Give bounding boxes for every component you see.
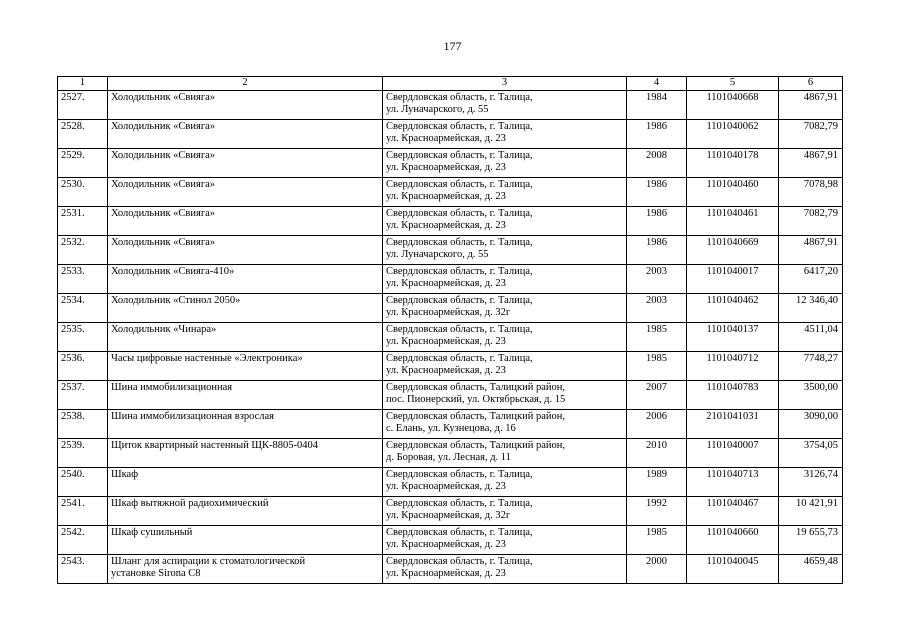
address-line: Свердловская область, Талицкий район, — [386, 381, 566, 393]
row-number-cell: 2538. — [58, 409, 108, 438]
page-number: 177 — [443, 39, 462, 53]
year-cell: 1985 — [627, 351, 687, 380]
address-line: Свердловская область, Талицкий район, — [386, 410, 566, 422]
column-header-2: 2 — [108, 77, 383, 91]
cost-cell: 4867,91 — [779, 235, 843, 264]
item-name-line: установке Sirona C8 — [111, 568, 201, 579]
table-row — [58, 206, 843, 235]
table-row — [58, 351, 843, 380]
table-row — [58, 177, 843, 206]
address-line: Свердловская область, г. Талица, — [386, 555, 533, 567]
year-cell: 2006 — [627, 409, 687, 438]
cost-cell: 4867,91 — [779, 148, 843, 177]
address-line: Свердловская область, г. Талица, — [386, 265, 533, 277]
row-number-cell: 2541. — [58, 496, 108, 525]
column-header-1: 1 — [58, 77, 108, 91]
address-line: Свердловская область, г. Талица, — [386, 526, 533, 538]
address-line: Свердловская область, г. Талица, — [386, 294, 533, 306]
table-row — [58, 293, 843, 322]
row-number-cell: 2527. — [58, 90, 108, 119]
inventory-number-cell: 1101040660 — [687, 525, 779, 554]
address-line: ул. Красноармейская, д. 23 — [386, 568, 506, 579]
address-line: ул. Красноармейская, д. 23 — [386, 481, 506, 492]
item-name-cell — [108, 496, 383, 525]
address-line: ул. Красноармейская, д. 32г — [386, 510, 511, 521]
year-cell: 2010 — [627, 438, 687, 467]
address-line: д. Боровая, ул. Лесная, д. 11 — [386, 452, 511, 463]
address-cell — [383, 351, 627, 380]
address-line: Свердловская область, г. Талица, — [386, 352, 533, 364]
address-cell — [383, 264, 627, 293]
column-header-4: 4 — [627, 77, 687, 91]
item-name-line: Шкаф вытяжной радиохимический — [111, 497, 269, 509]
table-row — [58, 119, 843, 148]
table-row — [58, 496, 843, 525]
cost-cell: 4659,48 — [779, 554, 843, 583]
year-cell: 2000 — [627, 554, 687, 583]
year-cell: 1984 — [627, 90, 687, 119]
row-number-cell: 2540. — [58, 467, 108, 496]
address-cell — [383, 119, 627, 148]
item-name-line: Щиток квартирный настенный ЩК-8805-0404 — [111, 439, 319, 451]
address-cell — [383, 467, 627, 496]
address-cell — [383, 177, 627, 206]
address-line: ул. Красноармейская, д. 23 — [386, 539, 506, 550]
item-name-cell — [108, 438, 383, 467]
address-line: Свердловская область, г. Талица, — [386, 207, 533, 219]
row-number-cell: 2531. — [58, 206, 108, 235]
address-cell — [383, 206, 627, 235]
cost-cell: 4867,91 — [779, 90, 843, 119]
cost-cell: 7748,27 — [779, 351, 843, 380]
item-name-cell — [108, 206, 383, 235]
row-number-cell: 2537. — [58, 380, 108, 409]
address-line: пос. Пионерский, ул. Октябрьская, д. 15 — [386, 394, 566, 405]
year-cell: 1986 — [627, 235, 687, 264]
row-number-cell: 2530. — [58, 177, 108, 206]
row-number-cell: 2539. — [58, 438, 108, 467]
address-cell — [383, 293, 627, 322]
inventory-number-cell: 1101040137 — [687, 322, 779, 351]
row-number-cell: 2533. — [58, 264, 108, 293]
item-name-cell — [108, 351, 383, 380]
header-row — [58, 77, 843, 91]
cost-cell: 4511,04 — [779, 322, 843, 351]
table-row — [58, 525, 843, 554]
inventory-number-cell: 1101040062 — [687, 119, 779, 148]
cost-cell: 6417,20 — [779, 264, 843, 293]
inventory-number-cell: 1101040668 — [687, 90, 779, 119]
address-cell — [383, 90, 627, 119]
item-name-line: Шкаф сушильный — [111, 526, 193, 538]
row-number-cell: 2532. — [58, 235, 108, 264]
inventory-number-cell: 1101040045 — [687, 554, 779, 583]
table-row — [58, 554, 843, 583]
item-name-cell — [108, 264, 383, 293]
item-name-cell — [108, 148, 383, 177]
year-cell: 1986 — [627, 119, 687, 148]
address-line: Свердловская область, г. Талица, — [386, 91, 533, 103]
cost-cell: 7082,79 — [779, 206, 843, 235]
address-cell — [383, 438, 627, 467]
year-cell: 2003 — [627, 293, 687, 322]
item-name-line: Холодильник «Свияга» — [111, 120, 216, 132]
item-name-cell — [108, 525, 383, 554]
row-number-cell: 2528. — [58, 119, 108, 148]
column-header-5: 5 — [687, 77, 779, 91]
item-name-line: Холодильник «Свияга» — [111, 207, 216, 219]
address-line: ул. Красноармейская, д. 23 — [386, 278, 506, 289]
address-cell — [383, 148, 627, 177]
item-name-line: Шланг для аспирации к стоматологической — [111, 555, 306, 567]
address-line: Свердловская область, г. Талица, — [386, 236, 533, 248]
item-name-line: Шина иммобилизационная взрослая — [111, 410, 275, 422]
table-row — [58, 235, 843, 264]
row-number-cell: 2534. — [58, 293, 108, 322]
cost-cell: 12 346,40 — [779, 293, 843, 322]
address-line: Свердловская область, г. Талица, — [386, 497, 533, 509]
table-row — [58, 322, 843, 351]
address-line: ул. Луначарского, д. 55 — [386, 249, 489, 260]
column-header-6: 6 — [779, 77, 843, 91]
address-cell — [383, 554, 627, 583]
item-name-cell — [108, 409, 383, 438]
column-header-3: 3 — [383, 77, 627, 91]
cost-cell: 7078,98 — [779, 177, 843, 206]
year-cell: 1989 — [627, 467, 687, 496]
year-cell: 2003 — [627, 264, 687, 293]
row-number-cell: 2543. — [58, 554, 108, 583]
table-row — [58, 438, 843, 467]
year-cell: 1986 — [627, 206, 687, 235]
inventory-number-cell: 1101040178 — [687, 148, 779, 177]
address-cell — [383, 496, 627, 525]
address-line: ул. Красноармейская, д. 23 — [386, 365, 506, 376]
address-cell — [383, 409, 627, 438]
item-name-line: Холодильник «Свияга» — [111, 149, 216, 161]
address-line: ул. Луначарского, д. 55 — [386, 104, 489, 115]
item-name-line: Холодильник «Свияга-410» — [111, 265, 235, 277]
item-name-cell — [108, 554, 383, 583]
table-body — [58, 90, 843, 583]
item-name-cell — [108, 177, 383, 206]
table-row — [58, 264, 843, 293]
cost-cell: 3126,74 — [779, 467, 843, 496]
address-line: ул. Красноармейская, д. 23 — [386, 162, 506, 173]
address-line: с. Елань, ул. Кузнецова, д. 16 — [386, 423, 516, 434]
year-cell: 1985 — [627, 322, 687, 351]
address-line: Свердловская область, г. Талица, — [386, 323, 533, 335]
inventory-number-cell: 2101041031 — [687, 409, 779, 438]
address-line: ул. Красноармейская, д. 23 — [386, 336, 506, 347]
inventory-number-cell: 1101040669 — [687, 235, 779, 264]
year-cell: 2007 — [627, 380, 687, 409]
address-line: ул. Красноармейская, д. 23 — [386, 133, 506, 144]
address-cell — [383, 380, 627, 409]
inventory-number-cell: 1101040460 — [687, 177, 779, 206]
item-name-line: Часы цифровые настенные «Электроника» — [111, 352, 303, 364]
item-name-line: Шина иммобилизационная — [111, 381, 233, 393]
cost-cell: 3090,00 — [779, 409, 843, 438]
item-name-line: Холодильник «Свияга» — [111, 178, 216, 190]
table-row — [58, 409, 843, 438]
inventory-number-cell: 1101040462 — [687, 293, 779, 322]
item-name-cell — [108, 380, 383, 409]
address-line: Свердловская область, г. Талица, — [386, 178, 533, 190]
property-table — [57, 76, 843, 584]
inventory-number-cell: 1101040713 — [687, 467, 779, 496]
table-row — [58, 148, 843, 177]
item-name-line: Шкаф — [111, 468, 138, 480]
item-name-line: Холодильник «Свияга» — [111, 91, 216, 103]
address-line: Свердловская область, г. Талица, — [386, 120, 533, 132]
inventory-number-cell: 1101040783 — [687, 380, 779, 409]
year-cell: 1992 — [627, 496, 687, 525]
address-cell — [383, 235, 627, 264]
year-cell: 2008 — [627, 148, 687, 177]
item-name-cell — [108, 322, 383, 351]
inventory-number-cell: 1101040007 — [687, 438, 779, 467]
address-line: Свердловская область, Талицкий район, — [386, 439, 566, 451]
inventory-number-cell: 1101040712 — [687, 351, 779, 380]
address-cell — [383, 525, 627, 554]
address-line: Свердловская область, г. Талица, — [386, 468, 533, 480]
item-name-cell — [108, 467, 383, 496]
item-name-line: Холодильник «Чинара» — [111, 323, 217, 335]
item-name-cell — [108, 90, 383, 119]
table-row — [58, 380, 843, 409]
item-name-cell — [108, 293, 383, 322]
address-line: ул. Красноармейская, д. 32г — [386, 307, 511, 318]
table-row — [58, 90, 843, 119]
address-cell — [383, 322, 627, 351]
address-line: Свердловская область, г. Талица, — [386, 149, 533, 161]
inventory-number-cell: 1101040017 — [687, 264, 779, 293]
cost-cell: 3500,00 — [779, 380, 843, 409]
address-line: ул. Красноармейская, д. 23 — [386, 220, 506, 231]
cost-cell: 3754,05 — [779, 438, 843, 467]
address-line: ул. Красноармейская, д. 23 — [386, 191, 506, 202]
item-name-cell — [108, 235, 383, 264]
item-name-line: Холодильник «Стинол 2050» — [111, 294, 241, 306]
item-name-line: Холодильник «Свияга» — [111, 236, 216, 248]
cost-cell: 7082,79 — [779, 119, 843, 148]
row-number-cell: 2536. — [58, 351, 108, 380]
row-number-cell: 2535. — [58, 322, 108, 351]
table-row — [58, 467, 843, 496]
cost-cell: 10 421,91 — [779, 496, 843, 525]
item-name-cell — [108, 119, 383, 148]
year-cell: 1985 — [627, 525, 687, 554]
row-number-cell: 2542. — [58, 525, 108, 554]
inventory-number-cell: 1101040467 — [687, 496, 779, 525]
inventory-number-cell: 1101040461 — [687, 206, 779, 235]
cost-cell: 19 655,73 — [779, 525, 843, 554]
year-cell: 1986 — [627, 177, 687, 206]
row-number-cell: 2529. — [58, 148, 108, 177]
